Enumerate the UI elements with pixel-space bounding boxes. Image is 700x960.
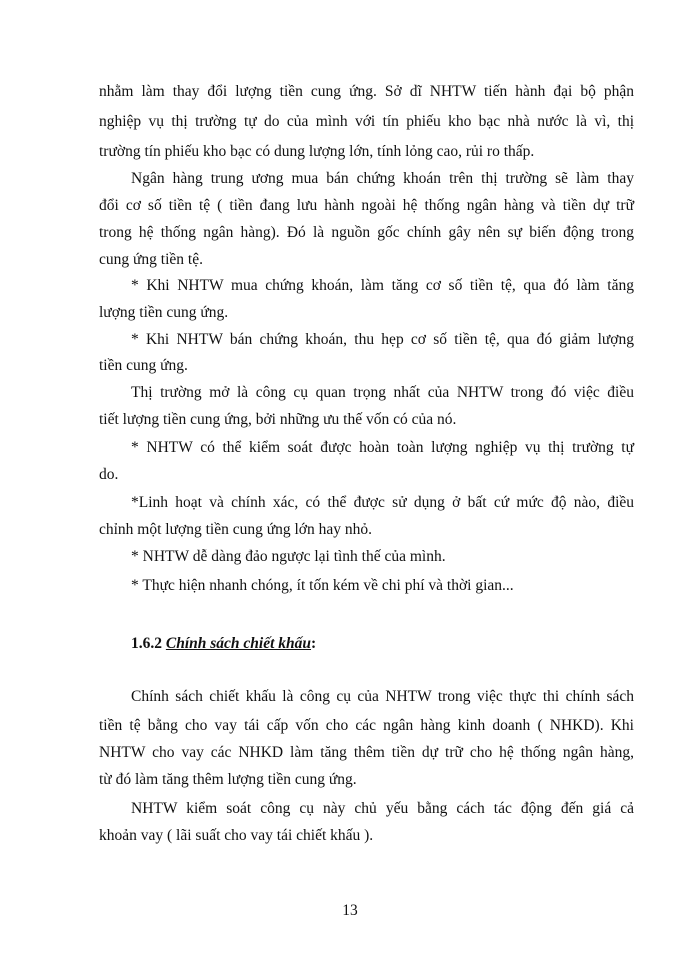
body-text-line: tiền tệ bằng cho vay tái cấp vốn cho các ngân hàng kinh doanh ( NHKD). Khi — [99, 717, 634, 734]
section-title: Chính sách chiết khấu — [165, 635, 312, 652]
body-text-line: Ngân hàng trung ương mua bán chứng khoán trên thị trường sẽ làm thay — [131, 170, 634, 187]
body-text-line: đổi cơ số tiền tệ ( tiền đang lưu hành ngoài hệ thống ngân hàng và tiền dự trữ — [99, 197, 634, 214]
body-text-line: NHTW cho vay các NHKD làm tăng thêm tiền dự trữ cho hệ thống ngân hàng, — [99, 744, 634, 761]
body-text-line: Thị trường mở là công cụ quan trọng nhất của NHTW trong đó việc điều — [131, 384, 634, 401]
body-text-line: nhằm làm thay đổi lượng tiền cung ứng. Sở dĩ NHTW tiến hành đại bộ phận — [99, 83, 634, 100]
section-number: 1.6.2 — [131, 635, 162, 652]
body-text-line: lượng tiền cung ứng. — [99, 304, 229, 321]
body-text-line: Chính sách chiết khấu là công cụ của NHTW trong việc thực thi chính sách — [131, 688, 634, 705]
body-text-line: tiết lượng tiền cung ứng, bởi những ưu thế vốn có của nó. — [99, 411, 457, 428]
body-text-line: * NHTW có thể kiểm soát được hoàn toàn lượng nghiệp vụ thị trường tự — [131, 439, 634, 456]
body-text-line: trong hệ thống ngân hàng). Đó là nguồn gốc chính gây nên sự biến động trong — [99, 224, 634, 241]
body-text-line: khoản vay ( lãi suất cho vay tái chiết khấu ). — [99, 827, 374, 844]
body-text-line: cung ứng tiền tệ. — [99, 251, 203, 268]
section-heading — [131, 634, 316, 654]
body-text-line: từ đó làm tăng thêm lượng tiền cung ứng. — [99, 771, 357, 788]
body-text-line: do. — [99, 466, 119, 483]
section-colon: : — [311, 635, 317, 652]
body-text-line: trường tín phiếu kho bạc có dung lượng lớn, tính lỏng cao, rủi ro thấp. — [99, 143, 535, 160]
body-text-line: NHTW kiểm soát công cụ này chủ yếu bằng cách tác động đến giá cả — [131, 800, 634, 817]
body-text-line: * Thực hiện nhanh chóng, ít tốn kém về chi phí và thời gian... — [131, 577, 514, 594]
body-text-line: * Khi NHTW bán chứng khoán, thu hẹp cơ số tiền tệ, qua đó giảm lượng — [131, 331, 634, 348]
body-text-line: tiền cung ứng. — [99, 357, 188, 374]
page-number: 13 — [342, 902, 358, 919]
body-text-line: nghiệp vụ thị trường tự do của mình với tín phiếu kho bạc nhà nước là vì, thị — [99, 113, 634, 130]
body-text-line: *Linh hoạt và chính xác, có thể được sử dụng ở bất cứ mức độ nào, điều — [131, 494, 634, 511]
body-text-line: * Khi NHTW mua chứng khoán, làm tăng cơ số tiền tệ, qua đó làm tăng — [131, 277, 634, 294]
body-text-line: * NHTW dễ dàng đảo ngược lại tình thế của mình. — [131, 548, 446, 565]
body-text-line: chỉnh một lượng tiền cung ứng lớn hay nhỏ. — [99, 521, 372, 538]
